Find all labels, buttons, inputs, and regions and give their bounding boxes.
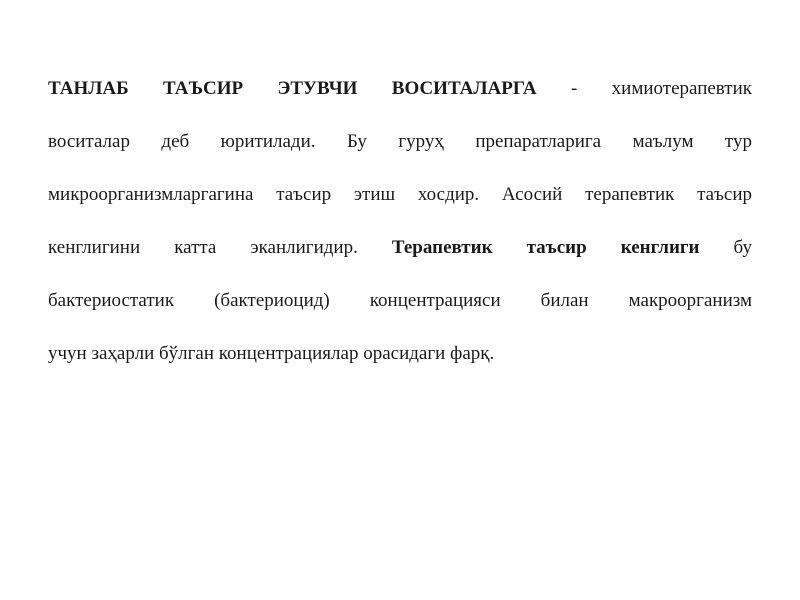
line4-end-text: бу (699, 237, 752, 258)
paragraph-line-4 (48, 225, 752, 278)
paragraph (48, 66, 752, 384)
paragraph-line-1 (48, 66, 752, 119)
line4-start-text: кенглигини катта эканлигидир. (48, 237, 392, 258)
paragraph-line-3: микроорганизмларгагина таъсир этиш хосдир. Асосий терапевтик таъсир (48, 184, 752, 205)
term-therapeutic-breadth: Терапевтик таъсир кенглиги (391, 237, 700, 258)
paragraph-line-6: учун заҳарли бўлган концентрациялар орасидаги фарқ. (48, 343, 495, 364)
paragraph-line-5: бактериостатик (бактериоцид) концентрацияси билан макроорганизм (48, 290, 752, 311)
term-heading: ТАНЛАБ ТАЪСИР ЭТУВЧИ ВОСИТАЛАРГА (48, 78, 537, 99)
line1-text: - химиотерапевтик (536, 78, 753, 99)
paragraph-line-2: воситалар деб юритилади. Бу гуруҳ препаратларига маълум тур (48, 131, 752, 152)
